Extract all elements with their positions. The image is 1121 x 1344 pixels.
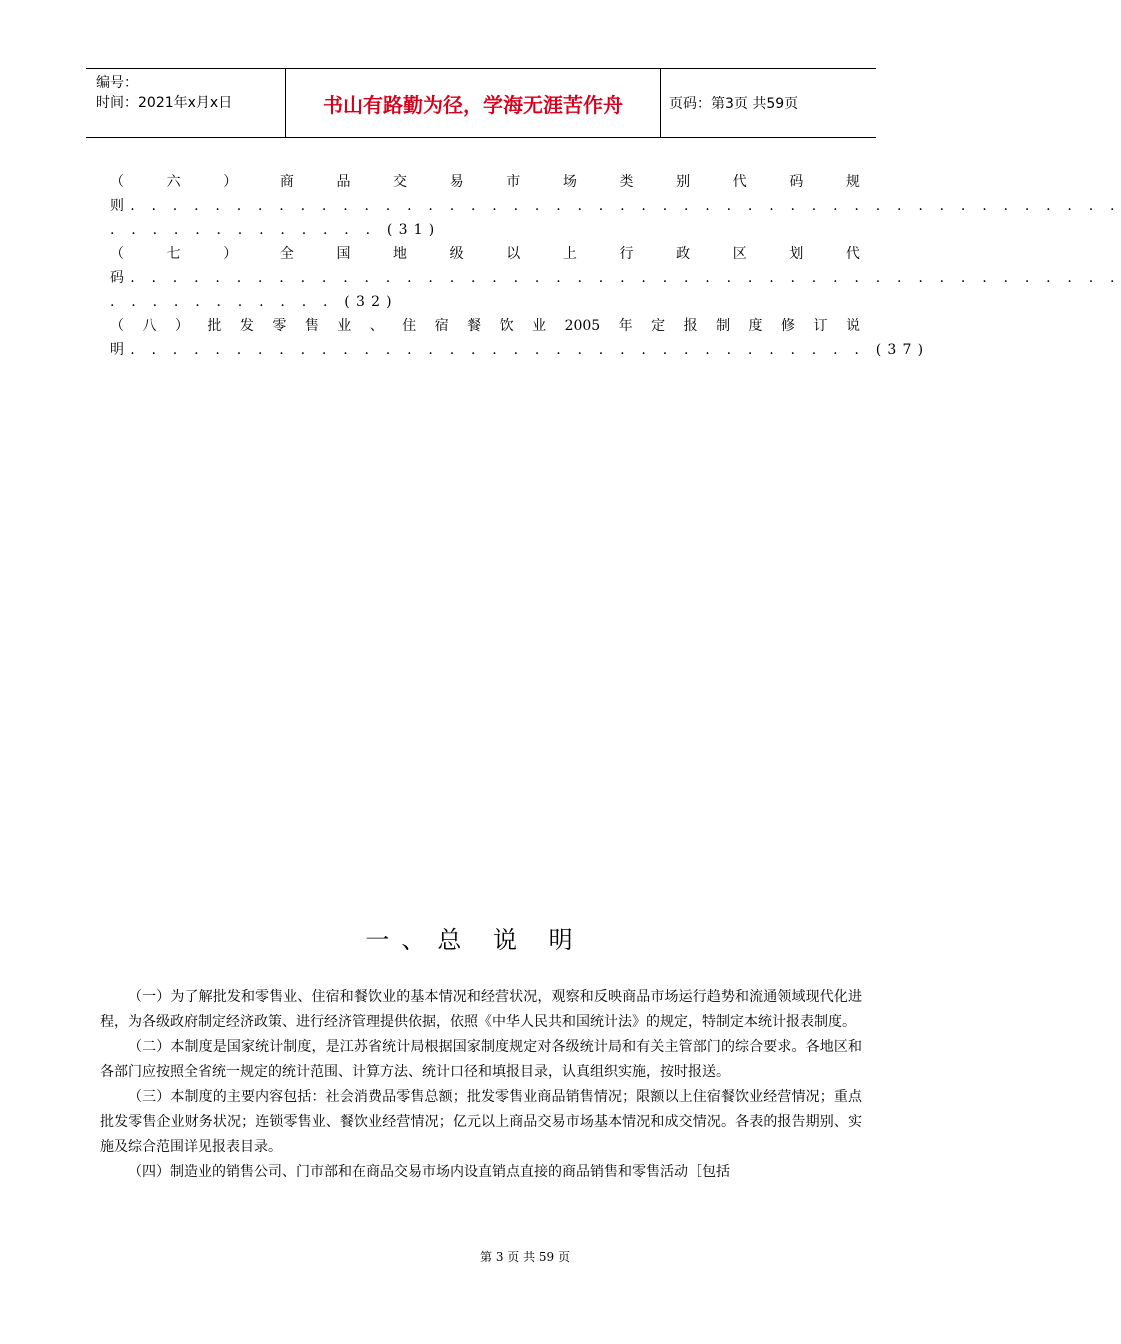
toc-char: 饮 <box>499 318 514 334</box>
toc-char: 2005 <box>564 318 601 334</box>
toc-item-7-line3: . . . . . . . . . . . (32) <box>110 294 398 310</box>
toc-char: （ <box>110 318 124 334</box>
toc-char: （ <box>110 246 124 262</box>
paragraph-3: （三）本制度的主要内容包括：社会消费品零售总额；批发零售业商品销售情况；限额以上住宿餐饮业经营情况；重点批发零售企业财务状况；连锁零售业、餐饮业经营情况；亿元以上商品交易市场基本情况和成交情况。各表的报告期别、实施及综合范围详见报表目录。 <box>100 1089 862 1155</box>
toc-char: 区 <box>732 246 747 262</box>
toc-item-7-line1 <box>110 242 860 266</box>
toc-char: 说 <box>845 318 860 334</box>
toc-char: 发 <box>239 318 254 334</box>
toc-char: 定 <box>651 318 666 334</box>
toc-item-6-line1 <box>110 170 860 194</box>
toc-char: 修 <box>781 318 796 334</box>
header-meta <box>86 69 286 137</box>
header-motto: 书山有路勤为径，学海无涯苦作舟 <box>286 69 661 137</box>
table-of-contents <box>110 170 1121 362</box>
toc-char: 业 <box>337 318 352 334</box>
toc-char: 餐 <box>467 318 482 334</box>
toc-char: 以 <box>506 246 521 262</box>
toc-char: ） <box>223 174 238 190</box>
time-label: 时间：2021年x月x日 <box>96 95 233 111</box>
toc-char: 国 <box>336 246 351 262</box>
toc-char: 住 <box>402 318 417 334</box>
page-header <box>86 68 876 138</box>
toc-char: 报 <box>683 318 698 334</box>
section-title: 一、总 说 明 <box>365 926 585 954</box>
toc-char: ） <box>223 246 238 262</box>
toc-char: 业 <box>532 318 547 334</box>
toc-char: 规 <box>845 174 860 190</box>
toc-char: 上 <box>562 246 577 262</box>
paragraph-1: （一）为了解批发和零售业、住宿和餐饮业的基本情况和经营状况，观察和反映商品市场运行趋势和流通领域现代化进程，为各级政府制定经济政策、进行经济管理提供依据，依照《中华人民共和国统计法》的规定，特制定本统计报表制度。 <box>100 989 862 1030</box>
toc-char: 、 <box>369 318 384 334</box>
toc-char: 政 <box>676 246 691 262</box>
toc-char: 地 <box>393 246 408 262</box>
toc-char: 年 <box>618 318 633 334</box>
toc-char: 全 <box>279 246 294 262</box>
toc-char: 码 <box>789 174 804 190</box>
toc-char: 代 <box>845 246 860 262</box>
header-page-info: 页码：第3页 共59页 <box>669 96 799 112</box>
toc-char: 批 <box>207 318 222 334</box>
toc-char: 宿 <box>434 318 449 334</box>
toc-char: 级 <box>449 246 464 262</box>
toc-char: 交 <box>393 174 408 190</box>
toc-char: ） <box>174 318 189 334</box>
toc-item-6-line3: . . . . . . . . . . . . . (31) <box>110 222 441 238</box>
paragraph-2: （二）本制度是国家统计制度，是江苏省统计局根据国家制度规定对各级统计局和有关主管部门的综合要求。各地区和各部门应按照全省统一规定的统计范围、计算方法、统计口径和填报目录，认真组织实施，按时报送。 <box>100 1039 862 1080</box>
toc-char: 商 <box>279 174 294 190</box>
toc-char: 售 <box>304 318 319 334</box>
toc-char: 订 <box>813 318 828 334</box>
toc-char: 场 <box>562 174 577 190</box>
toc-char: 市 <box>506 174 521 190</box>
toc-item-8-line1 <box>110 314 860 338</box>
body-text <box>100 985 862 1185</box>
toc-char: （ <box>110 174 124 190</box>
toc-char: 零 <box>272 318 287 334</box>
page-footer: 第 3 页 共 59 页 <box>480 1250 570 1264</box>
toc-char: 品 <box>336 174 351 190</box>
toc-char: 易 <box>449 174 464 190</box>
toc-char: 七 <box>166 246 181 262</box>
toc-char: 类 <box>619 174 634 190</box>
toc-item-8-line2: 明. . . . . . . . . . . . . . . . . . . . . . . . . . . . . . . . . . . (37) <box>110 342 930 358</box>
number-label: 编号： <box>96 75 138 91</box>
toc-item-7-line2: 码. . . . . . . . . . . . . . . . . . . . . . . . . . . . . . . . . . . . . . . . . . . . . . . <box>110 270 1121 286</box>
toc-char: 制 <box>716 318 731 334</box>
toc-char: 划 <box>789 246 804 262</box>
toc-item-6-line2: 则. . . . . . . . . . . . . . . . . . . . . . . . . . . . . . . . . . . . . . . . . . . . . . . <box>110 198 1121 214</box>
toc-char: 代 <box>732 174 747 190</box>
toc-char: 八 <box>142 318 157 334</box>
paragraph-4: （四）制造业的销售公司、门市部和在商品交易市场内设直销点直接的商品销售和零售活动［包括 <box>128 1164 730 1180</box>
toc-char: 六 <box>166 174 181 190</box>
toc-char: 行 <box>619 246 634 262</box>
toc-char: 别 <box>676 174 691 190</box>
toc-char: 度 <box>748 318 763 334</box>
